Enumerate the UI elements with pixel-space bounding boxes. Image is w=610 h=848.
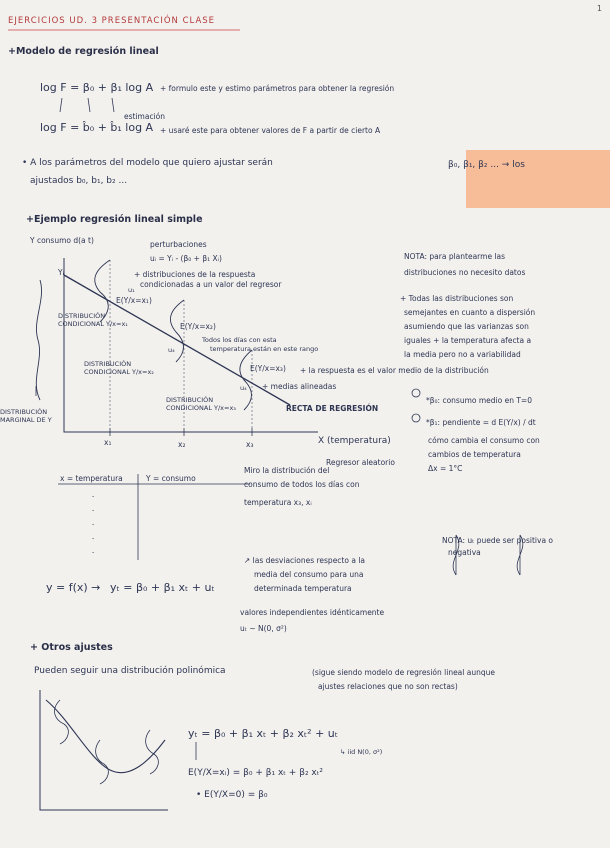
desviaciones-1: ↗ las desviaciones respecto a la (244, 556, 366, 565)
sigue-siendo: (sigue siendo modelo de regresión lineal aunque (312, 668, 495, 677)
medias-alineadas: + medias alineadas (262, 382, 337, 391)
x1-label: x₁ (104, 438, 112, 447)
dist-marginal: DISTRIBUCIÓN MARGINAL DE Y (0, 408, 52, 424)
dist-condicional-2: DISTRIBUCIÓN CONDICIONAL Y/x=x₂ (84, 360, 154, 376)
dist-condicional-3: DISTRIBUCIÓN CONDICIONAL Y/x=x₃ (166, 396, 236, 412)
formula-sample-note: + usaré este para obtener valores de F a partir de cierto A (160, 126, 381, 135)
circle-plus (412, 389, 420, 397)
table-cell: - (92, 492, 95, 500)
formula-arrows (60, 98, 114, 112)
beta1-note: *β₁: pendiente = d E(Y/x) / dt (426, 418, 536, 427)
distribuciones-respuesta: + distribuciones de la respuesta (134, 270, 256, 279)
table-cell: - (92, 520, 95, 528)
formula-population-note: + formulo este y estimo parámetros para obtener la regresión (160, 84, 395, 93)
miro-line-1: Miro la distribución del (244, 466, 330, 475)
bullet-ajustados: ajustados b₀, b₁, b₂ ... (30, 176, 128, 186)
miro-line-2: consumo de todos los días con (244, 480, 360, 489)
formula-population: log F = β₀ + β₁ log A (40, 81, 154, 94)
beta1-note-2: cómo cambia el consumo con (428, 436, 540, 445)
iid-note: ↳ iid N(0, σ²) (340, 748, 383, 756)
x3-label: x₃ (246, 440, 254, 449)
u1-label: u₁ (128, 286, 135, 294)
yi-label: Yᵢ (58, 268, 64, 277)
beta1-note-4: Δx = 1°C (428, 464, 463, 473)
esperanza-x1: E(Y/x=x₁) (116, 296, 152, 305)
sigue-siendo-2: ajustes relaciones que no son rectas) (318, 682, 458, 691)
section-ejemplo-title: +Ejemplo regresión lineal simple (26, 214, 203, 225)
table-header-y: Y = consumo (146, 474, 196, 483)
y-axis-label: Y consumo d(a t) (30, 236, 94, 245)
table-header-x: x = temperatura (60, 474, 123, 483)
dist-condicional-1: DISTRIBUCIÓN CONDICIONAL Y/x=x₁ (58, 312, 128, 328)
esperanza-x3: E(Y/x=x₃) (250, 364, 286, 373)
todas-line-1: + Todas las distribuciones son (400, 294, 514, 303)
expected-value-poly: E(Y/X=xᵢ) = β₀ + β₁ xₜ + β₂ xₜ² (188, 768, 324, 778)
perturbaciones-label: perturbaciones (150, 240, 207, 249)
desviaciones-3: determinada temperatura (254, 584, 352, 593)
pueden-seguir: Pueden seguir una distribución polinómica (34, 666, 226, 676)
u4-label: u₄ (168, 346, 175, 354)
page-title: EJERCICIOS UD. 3 PRESENTACIÓN CLASE (8, 16, 216, 26)
table-cell: - (92, 548, 95, 556)
section-otros-title: + Otros ajustes (30, 642, 113, 653)
x2-label: x₂ (178, 440, 186, 449)
miro-line-3: temperatura x₃, xᵢ (244, 498, 312, 507)
table-cell: - (92, 534, 95, 542)
x-axis-label: X (temperatura) (318, 436, 391, 446)
formula-sample: log F = b̂₀ + b̂₁ log A (40, 121, 154, 134)
u4b-label: u₄ (240, 384, 247, 392)
bullet-parametros: • A los parámetros del modelo que quiero ajustar serán (22, 158, 273, 168)
perturbacion-formula: uᵢ = Yᵢ - (β₀ + β₁ Xᵢ) (150, 254, 222, 263)
page-number: 1 (596, 4, 602, 13)
todas-line-4: iguales + la temperatura afecta a (404, 336, 532, 345)
todos-dias-note: Todos los días con esta (202, 336, 277, 344)
nota-ut-2: negativa (448, 548, 481, 557)
marginal-distribution-curve (36, 280, 41, 400)
beta1-note-3: cambios de temperatura (428, 450, 521, 459)
beta0-note: *β₀: consumo medio en T=0 (426, 396, 532, 405)
distribuciones-respuesta-2: condicionadas a un valor del regresor (140, 280, 282, 289)
todos-dias-note-2: temperatura están en este rango (210, 345, 319, 353)
poly-curve (46, 700, 165, 773)
estimacion-label: estimación (124, 112, 165, 121)
model-equation: yₜ = β₀ + β₁ xₜ + uₜ (110, 581, 215, 594)
table-cell: - (92, 506, 95, 514)
nota-plantear-1: NOTA: para plantearme las (404, 252, 506, 261)
desviaciones-2: media del consumo para una (254, 570, 364, 579)
nota-ut: NOTA: uₜ puede ser positiva o (442, 536, 554, 545)
ut-distribution: uₜ ~ N(0, σ²) (240, 624, 287, 633)
regresor-aleatorio: Regresor aleatorio (326, 458, 395, 467)
model-function: y = f(x) → (46, 581, 101, 594)
section-modelo-title: +Modelo de regresión lineal (8, 46, 159, 57)
bullet-parametros-list: β₀, β₁, β₂ ... → los (448, 160, 525, 170)
nota-plantear-2: distribuciones no necesito datos (404, 268, 526, 277)
todas-line-5: la media pero no a variabilidad (404, 350, 521, 359)
esperanza-x3-note: + la respuesta es el valor medio de la distribución (300, 366, 489, 375)
todas-line-3: asumiendo que las varianzas son (404, 322, 529, 331)
todas-line-2: semejantes en cuanto a dispersión (404, 308, 536, 317)
polynomial-equation: yₜ = β₀ + β₁ xₜ + β₂ xₜ² + uₜ (188, 727, 339, 740)
esperanza-x2: E(Y/x=x₂) (180, 322, 216, 331)
expected-value-zero: • E(Y/X=0) = β₀ (196, 790, 268, 800)
circle-minus (412, 414, 420, 422)
recta-regresion-label: RECTA DE REGRESIÓN (286, 404, 379, 413)
valores-independientes: valores independientes idénticamente (240, 608, 385, 617)
